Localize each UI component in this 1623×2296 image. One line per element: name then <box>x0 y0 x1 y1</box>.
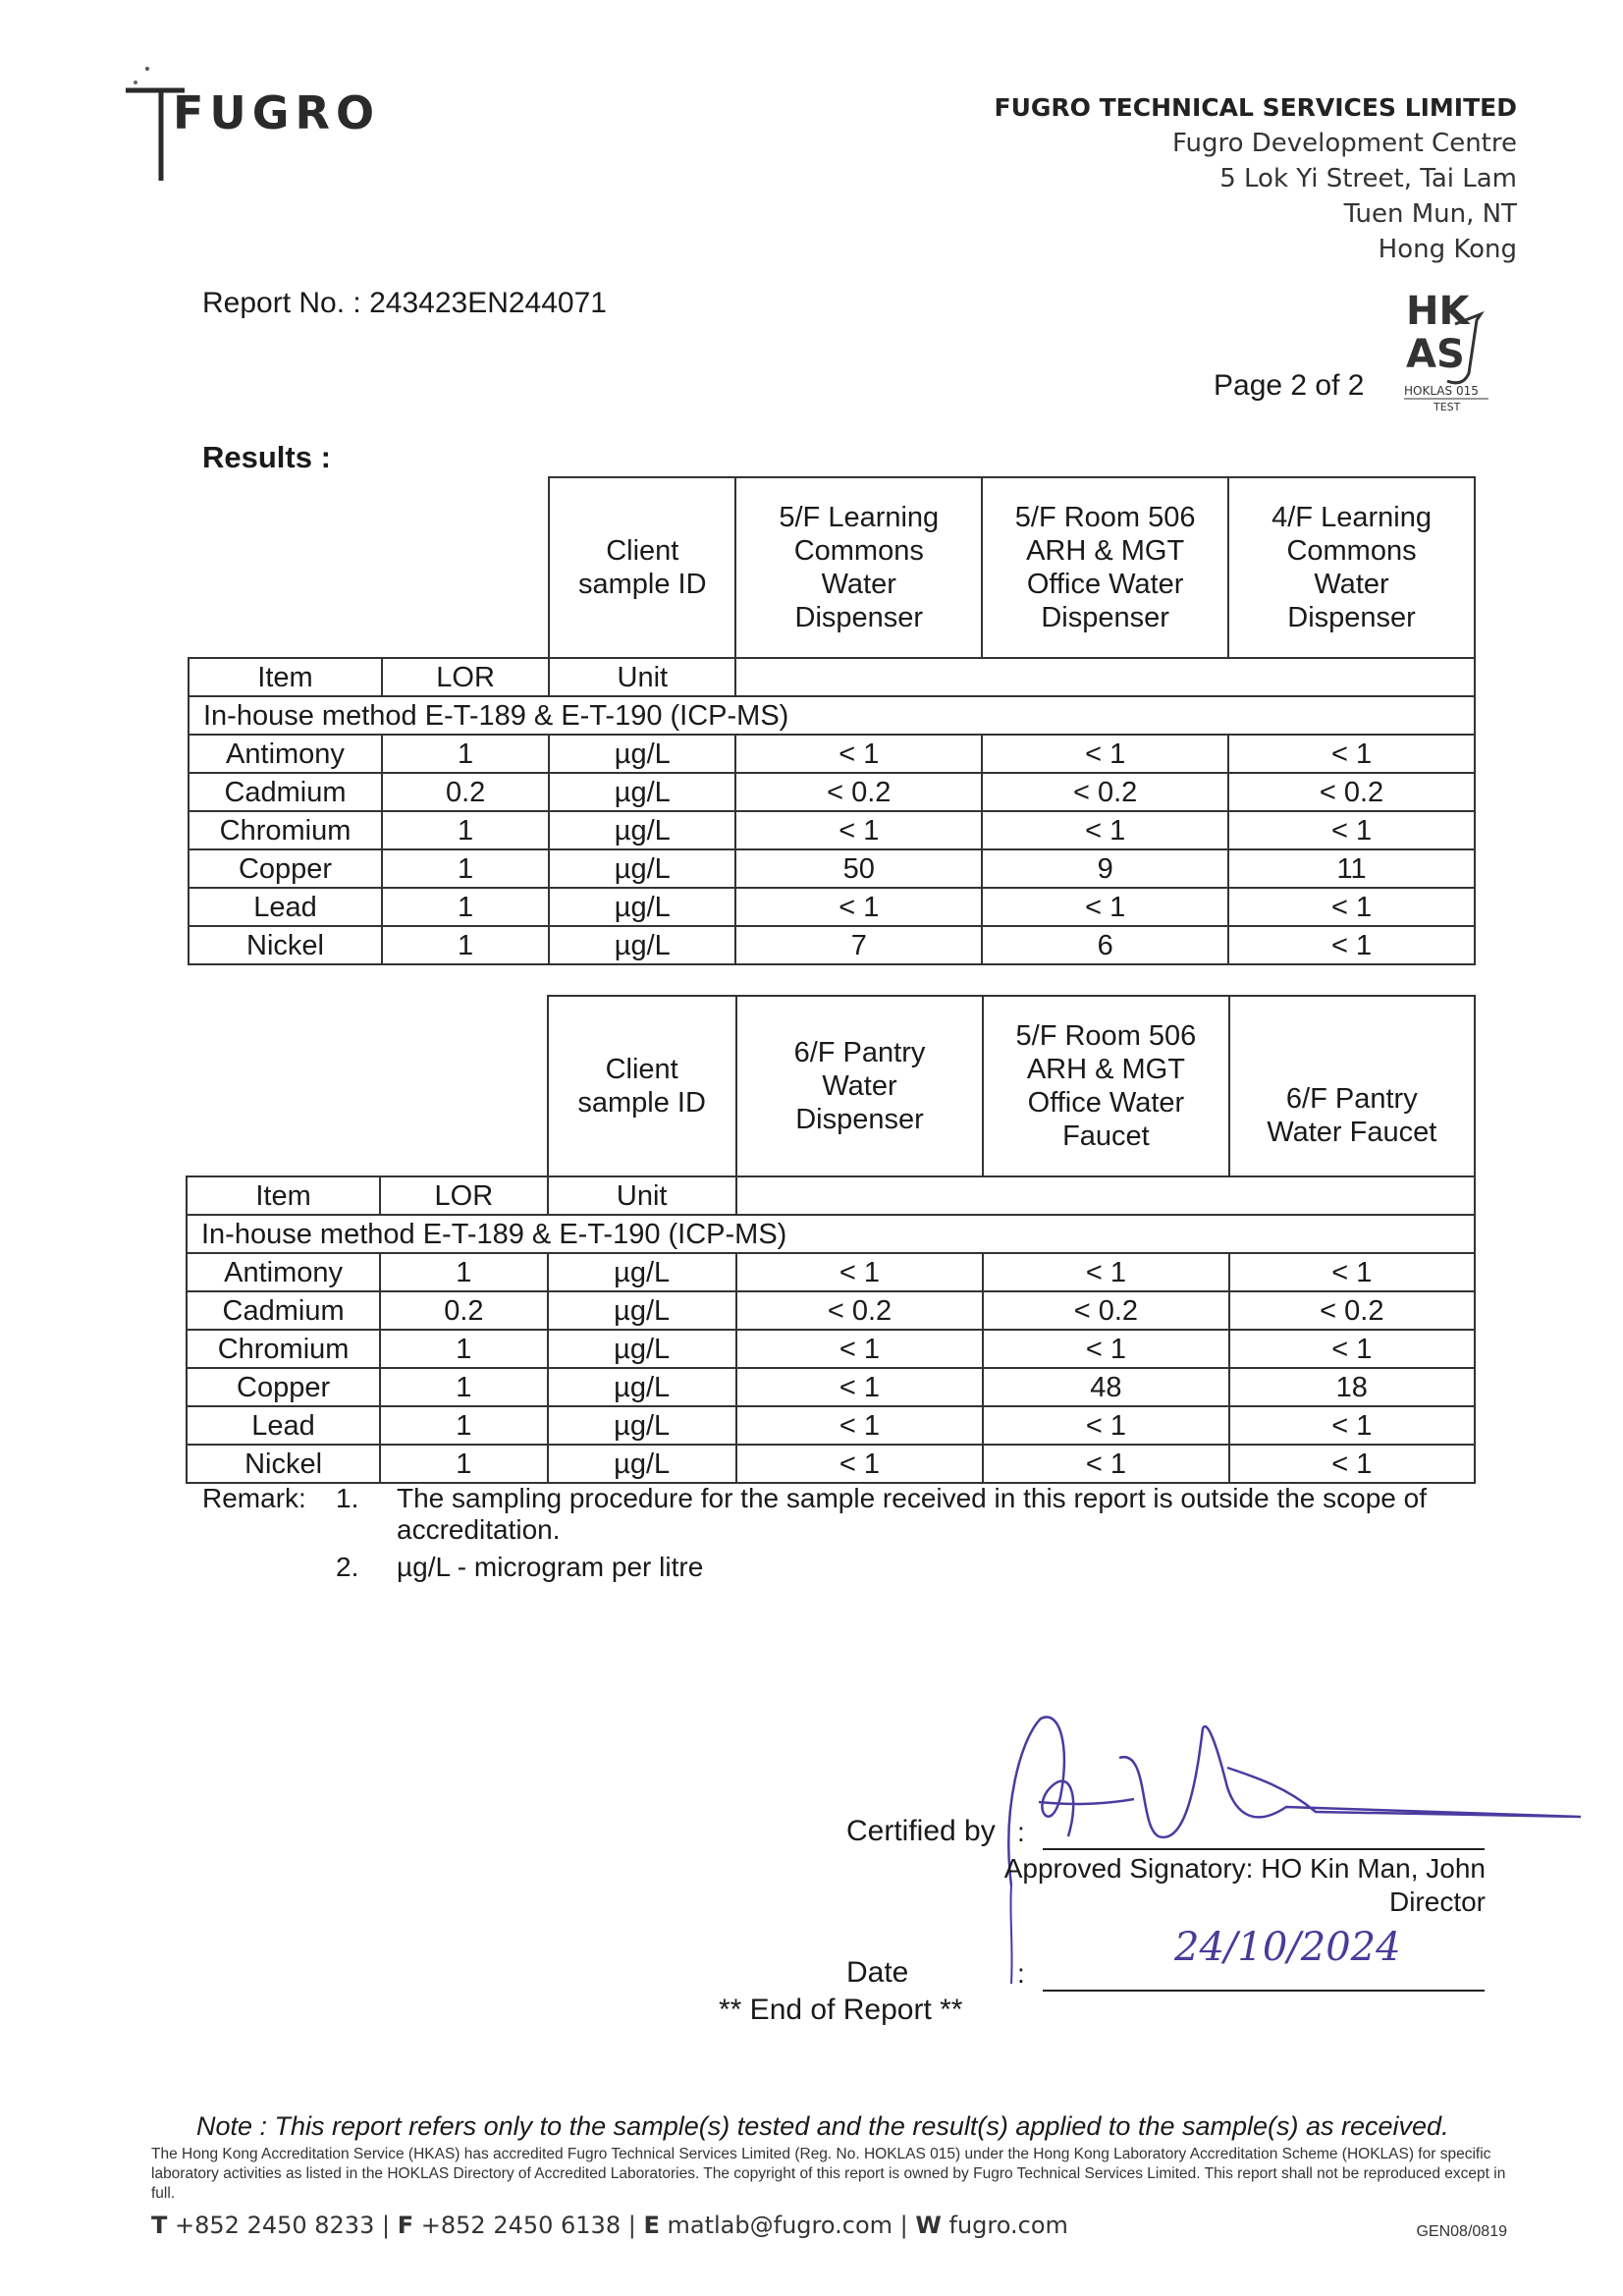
page-number: Page 2 of 2 <box>1214 369 1365 402</box>
lor-cell: 1 <box>380 1330 547 1368</box>
sample-header: 6/F Pantry Water Faucet <box>1229 996 1475 1176</box>
value-cell: < 1 <box>1229 1330 1475 1368</box>
unit-cell: µg/L <box>548 1368 736 1406</box>
lor-cell: 1 <box>382 926 549 964</box>
accreditation-fine-print: The Hong Kong Accreditation Service (HKAS) has accredited Fugro Technical Services Limited (Reg. No. HOKLAS 015) under the Hong Kong Laboratory Accreditation Scheme (HOKLAS) for specific laboratory activities as listed in the HOKLAS Directory of Accredited Laboratories. The copyright of this report is owned by Fugro Technical Services Limited. This report shall not be reproduced except in full. <box>151 2146 1506 2202</box>
lor-cell: 1 <box>382 888 549 926</box>
date-line <box>1043 1990 1485 1992</box>
client-sample-id-label: Client sample ID <box>548 996 736 1176</box>
item-cell: Chromium <box>189 811 382 849</box>
value-cell: < 0.2 <box>982 773 1228 811</box>
method-row: In-house method E-T-189 & E-T-190 (ICP-MS) <box>189 696 1475 735</box>
handwritten-date: 24/10/2024 <box>1174 1925 1401 1970</box>
item-cell: Antimony <box>189 735 382 773</box>
remark-number: 2. <box>336 1552 359 1582</box>
item-cell: Cadmium <box>187 1291 380 1330</box>
remark-label: Remark: <box>202 1483 306 1513</box>
certified-by-label: Certified by <box>846 1815 996 1847</box>
value-cell: < 1 <box>1228 926 1475 964</box>
client-sample-id-label: Client sample ID <box>549 477 735 658</box>
hkas-emblem <box>1404 285 1492 412</box>
item-cell: Nickel <box>189 926 382 964</box>
remarks <box>202 1483 1439 1591</box>
phone-label: T <box>151 2212 168 2239</box>
signatory-title: Director <box>1388 1886 1486 1917</box>
colon: : <box>1017 1958 1025 1989</box>
hkas-type-text: TEST <box>1434 401 1461 412</box>
web-label: W <box>915 2212 942 2239</box>
unit-cell: µg/L <box>548 1253 736 1291</box>
item-cell: Cadmium <box>189 773 382 811</box>
email-label: E <box>643 2212 660 2239</box>
value-cell: < 1 <box>1228 888 1475 926</box>
value-cell: 9 <box>982 849 1228 888</box>
logo-wordmark: FUGRO <box>173 86 381 139</box>
contact-line: T +852 2450 8233 | F +852 2450 6138 | E matlab@fugro.com | W fugro.com <box>151 2212 1068 2239</box>
item-cell: Lead <box>189 888 382 926</box>
report-number-value: : 243423EN244071 <box>352 287 607 319</box>
company-address-block <box>995 90 1517 267</box>
method-row: In-house method E-T-189 & E-T-190 (ICP-MS) <box>187 1215 1475 1253</box>
value-cell: 48 <box>983 1368 1228 1406</box>
item-cell: Antimony <box>187 1253 380 1291</box>
lor-cell: 1 <box>380 1406 547 1445</box>
lor-cell: 0.2 <box>382 773 549 811</box>
signature-line <box>1043 1848 1485 1850</box>
value-cell: 50 <box>735 849 982 888</box>
company-name: FUGRO TECHNICAL SERVICES LIMITED <box>994 93 1517 122</box>
phone-number: +852 2450 8233 <box>175 2212 375 2239</box>
lor-cell: 1 <box>380 1368 547 1406</box>
value-cell: < 1 <box>735 735 982 773</box>
value-cell: < 1 <box>983 1253 1228 1291</box>
results-heading: Results : <box>202 440 331 474</box>
value-cell: 7 <box>735 926 982 964</box>
value-cell: < 1 <box>982 888 1228 926</box>
email-link[interactable]: matlab@fugro.com <box>667 2212 893 2239</box>
value-cell: 11 <box>1228 849 1475 888</box>
value-cell: < 1 <box>735 811 982 849</box>
unit-cell: µg/L <box>548 1406 736 1445</box>
value-cell: < 1 <box>983 1445 1228 1483</box>
value-cell: < 0.2 <box>983 1291 1228 1330</box>
value-cell: < 1 <box>736 1330 983 1368</box>
lor-cell: 1 <box>380 1253 547 1291</box>
table-row <box>189 926 1475 964</box>
value-cell: < 1 <box>1228 735 1475 773</box>
value-cell: < 1 <box>982 811 1228 849</box>
unit-header: Unit <box>549 658 735 696</box>
remark-text: µg/L - microgram per litre <box>397 1552 704 1582</box>
sample-header: 5/F Learning Commons Water Dispenser <box>735 477 982 658</box>
colon: : <box>1017 1817 1025 1847</box>
table-row <box>187 1291 1475 1330</box>
table-row <box>187 1368 1475 1406</box>
table-row <box>187 1445 1475 1483</box>
results-table-2 <box>186 995 1476 1484</box>
table-row <box>187 1406 1475 1445</box>
item-header: Item <box>187 1176 380 1215</box>
value-cell: < 0.2 <box>735 773 982 811</box>
remark-text: The sampling procedure for the sample received in this report is outside the scope of accreditation. <box>397 1483 1428 1545</box>
hkas-accreditation-mark <box>1404 285 1492 412</box>
value-cell: < 1 <box>736 1253 983 1291</box>
lor-header: LOR <box>382 658 549 696</box>
value-cell: < 1 <box>736 1406 983 1445</box>
value-cell: < 1 <box>1229 1406 1475 1445</box>
fax-number: +852 2450 6138 <box>420 2212 622 2239</box>
lor-cell: 1 <box>382 849 549 888</box>
unit-cell: µg/L <box>549 888 735 926</box>
unit-cell: µg/L <box>549 735 735 773</box>
value-cell: 6 <box>982 926 1228 964</box>
sample-header: 6/F Pantry Water Dispenser <box>736 996 983 1176</box>
hkas-reg-text: HOKLAS 015 <box>1404 384 1479 398</box>
address-line: 5 Lok Yi Street, Tai Lam <box>1219 164 1517 193</box>
value-cell: < 1 <box>1229 1445 1475 1483</box>
value-cell: < 1 <box>1229 1253 1475 1291</box>
item-cell: Nickel <box>187 1445 380 1483</box>
item-header: Item <box>189 658 382 696</box>
lor-header: LOR <box>380 1176 547 1215</box>
table-row <box>187 1330 1475 1368</box>
unit-cell: µg/L <box>548 1330 736 1368</box>
unit-cell: µg/L <box>548 1291 736 1330</box>
sample-header: 4/F Learning Commons Water Dispenser <box>1228 477 1475 658</box>
table-row <box>189 888 1475 926</box>
value-cell: < 1 <box>983 1330 1228 1368</box>
item-cell: Copper <box>189 849 382 888</box>
unit-cell: µg/L <box>549 849 735 888</box>
unit-cell: µg/L <box>549 773 735 811</box>
results-table-1 <box>188 476 1476 965</box>
lor-cell: 1 <box>382 735 549 773</box>
report-number-label: Report No. <box>202 287 346 319</box>
value-cell: < 1 <box>983 1406 1228 1445</box>
value-cell: < 1 <box>735 888 982 926</box>
table-row <box>189 811 1475 849</box>
approved-signatory <box>1004 1852 1486 1919</box>
lor-cell: 1 <box>382 811 549 849</box>
hkas-top-text: HK <box>1406 289 1470 334</box>
report-number <box>202 287 607 320</box>
address-line: Hong Kong <box>1378 235 1517 264</box>
item-cell: Chromium <box>187 1330 380 1368</box>
item-cell: Lead <box>187 1406 380 1445</box>
fax-label: F <box>397 2212 414 2239</box>
table-row <box>189 773 1475 811</box>
lor-cell: 1 <box>380 1445 547 1483</box>
value-cell: 18 <box>1229 1368 1475 1406</box>
unit-header: Unit <box>548 1176 736 1215</box>
remark-number: 1. <box>336 1483 359 1513</box>
value-cell: < 1 <box>1228 811 1475 849</box>
unit-cell: µg/L <box>549 811 735 849</box>
web-link[interactable]: fugro.com <box>948 2212 1068 2239</box>
sample-header: 5/F Room 506 ARH & MGT Office Water Dispenser <box>982 477 1228 658</box>
document-code: GEN08/0819 <box>1416 2223 1507 2240</box>
value-cell: < 0.2 <box>1229 1291 1475 1330</box>
value-cell: < 0.2 <box>1228 773 1475 811</box>
value-cell: < 0.2 <box>736 1291 983 1330</box>
approved-signatory-name: Approved Signatory: HO Kin Man, John <box>1003 1853 1486 1884</box>
fugro-logo <box>126 61 381 198</box>
value-cell: < 1 <box>736 1368 983 1406</box>
lor-cell: 0.2 <box>380 1291 547 1330</box>
value-cell: < 1 <box>982 735 1228 773</box>
item-cell: Copper <box>187 1368 380 1406</box>
date-label: Date <box>846 1956 909 1989</box>
hkas-bottom-text: AS <box>1406 332 1465 377</box>
table-row <box>189 735 1475 773</box>
value-cell: < 1 <box>736 1445 983 1483</box>
unit-cell: µg/L <box>549 926 735 964</box>
unit-cell: µg/L <box>548 1445 736 1483</box>
footer-note: Note : This report refers only to the sample(s) tested and the result(s) applied to the sample(s) as received. <box>196 2111 1449 2141</box>
end-of-report: ** End of Report ** <box>719 1994 963 2026</box>
address-line: Fugro Development Centre <box>1171 129 1517 158</box>
table-row <box>187 1253 1475 1291</box>
address-line: Tuen Mun, NT <box>1343 199 1517 229</box>
sample-header: 5/F Room 506 ARH & MGT Office Water Faucet <box>983 996 1228 1176</box>
table-row <box>189 849 1475 888</box>
